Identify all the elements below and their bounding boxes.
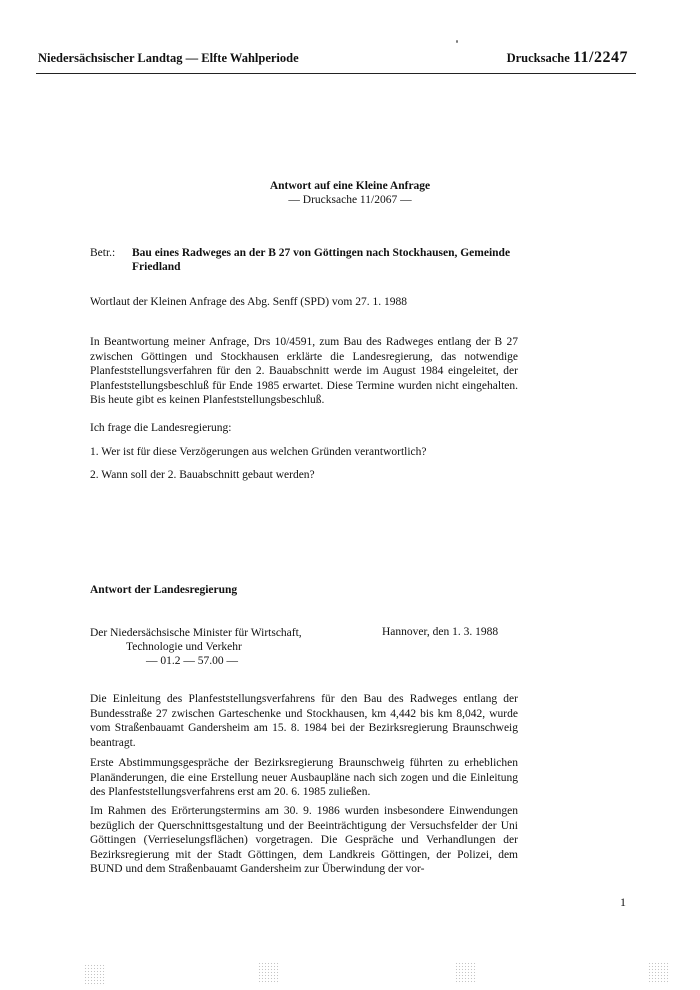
title-line-2: — Drucksache 11/2067 —: [288, 194, 412, 206]
scan-speck: [456, 40, 458, 43]
scan-noise: [648, 962, 670, 984]
drucksache-label: Drucksache: [506, 51, 570, 65]
scan-noise: [455, 962, 477, 984]
header-drucksache: [507, 49, 628, 67]
page-number: 1: [620, 895, 626, 909]
header-rule: [36, 73, 636, 74]
answer-paragraph-2: Erste Abstimmungsgespräche der Bezirksregierung Braunschweig führten zu erheblichen Planänderungen, die eine Erstellung neuer Ausbaupläne nach sich zogen und die Einleitung des Planfeststellungsverfahrens erst am 20. 6. 1985 zuließen.: [90, 757, 518, 798]
subject-text: Bau eines Radweges an der B 27 von Göttingen nach Stockhausen, Gemeinde Friedland: [132, 247, 511, 273]
minister-line-2: Technologie und Verkehr: [126, 641, 242, 653]
document-title: [0, 179, 700, 207]
subject-block: [90, 246, 530, 274]
answer-date: Hannover, den 1. 3. 1988: [382, 626, 499, 638]
question-heading: Wortlaut der Kleinen Anfrage des Abg. Senff (SPD) vom 27. 1. 1988: [90, 296, 407, 308]
subject-label: Betr.:: [90, 247, 116, 259]
question-2: 2. Wann soll der 2. Bauabschnitt gebaut werden?: [90, 469, 315, 481]
scan-noise: [258, 962, 280, 984]
answer-heading: Antwort der Landesregierung: [90, 584, 238, 596]
question-prompt: Ich frage die Landesregierung:: [90, 422, 232, 434]
question-1: 1. Wer ist für diese Verzögerungen aus welchen Gründen verantwortlich?: [90, 446, 427, 458]
minister-block: [90, 626, 302, 668]
minister-line-1: Der Niedersächsische Minister für Wirtschaft,: [90, 627, 302, 639]
minister-reference: — 01.2 — 57.00 —: [146, 655, 238, 667]
scan-noise: [84, 964, 106, 986]
title-line-1: Antwort auf eine Kleine Anfrage: [269, 180, 431, 192]
drucksache-number: 11/2247: [572, 49, 628, 66]
answer-paragraph-1: Die Einleitung des Planfeststellungsverfahrens für den Bau des Radweges entlang der Bundesstraße 27 zwischen Garteschenke und Stockhausen, km 4,442 bis km 8,042, wurde vom Straßenbauamt Gandersheim am 15. 8. 1984 bei der Bezirksregierung Braunschweig beantragt.: [90, 693, 518, 749]
answer-paragraph-3: Im Rahmen des Erörterungstermins am 30. 9. 1986 wurden insbesondere Einwendungen bezüglich der Querschnittsgestaltung und der Beeinträchtigung der Versuchsfelder der Uni Göttingen (Verrieselungsflächen) vorgetragen. Die Gespräche und Verhandlungen der Bezirksregierung mit der Stadt Göttingen, dem Landkreis Göttingen, der Polizei, dem BUND und dem Straßenbauamt Gandersheim zur Überwindung der vor-: [90, 805, 518, 875]
question-intro: In Beantwortung meiner Anfrage, Drs 10/4591, zum Bau des Radweges entlang der B 27 zwischen Göttingen und Stockhausen erklärte die Landesregierung, das notwendige Planfeststellungsverfahren für den 2. Bauabschnitt werde im August 1984 eingeleitet, der Planfeststellungsbeschluß für Ende 1985 erwartet. Diese Termine wurden nicht eingehalten. Bis heute gibt es keinen Planfeststellungsbeschluß.: [90, 336, 518, 406]
header-title: Niedersächsischer Landtag — Elfte Wahlperiode: [38, 51, 299, 65]
